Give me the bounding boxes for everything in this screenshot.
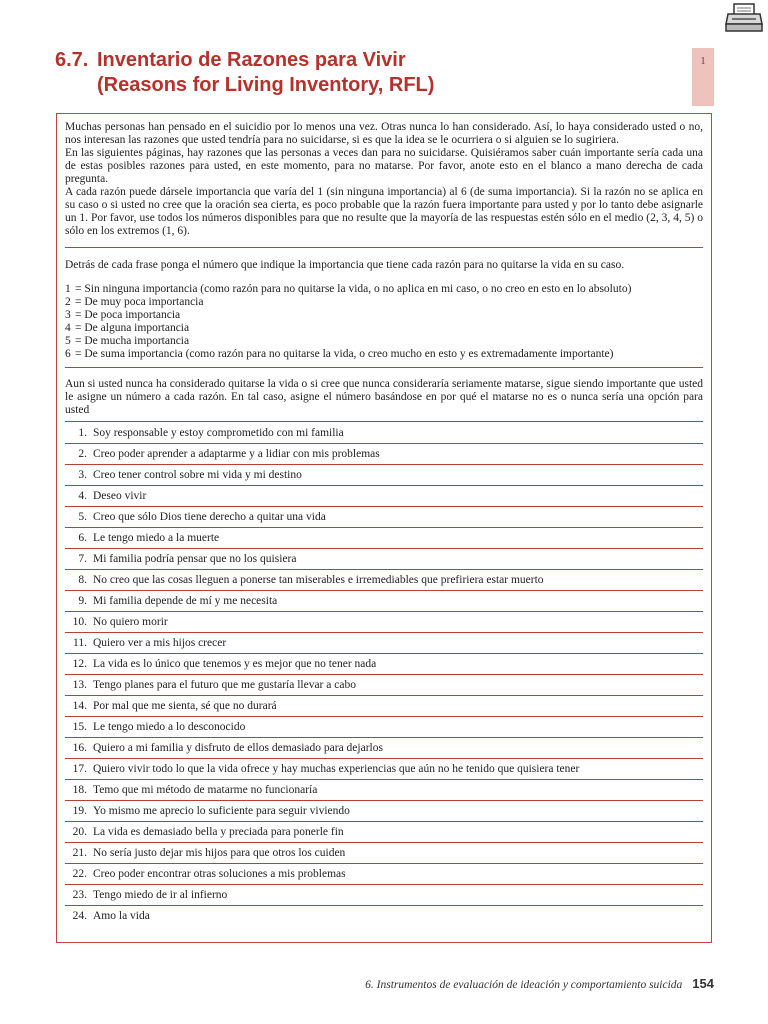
page-title [55,48,434,98]
scale-item: 3 = De poca importancia [65,309,181,321]
scale-item: 2 = De muy poca importancia [65,296,204,308]
divider [65,247,703,248]
list-item: 24. Amo la vida [72,910,150,922]
list-item: 20. La vida es demasiado bella y preciada para ponerle fin [65,822,703,843]
list-item: 18. Temo que mi método de matarme no funcionaría [65,780,703,801]
list-item: 11. Quiero ver a mis hijos crecer [65,633,703,654]
list-item: 14. Por mal que me sienta, sé que no durará [65,696,703,717]
scale-item: 5 = De mucha importancia [65,335,190,347]
intro-paragraph-2: En las siguientes páginas, hay razones que las personas a veces dan para no suicidarse. Quisiéramos saber cuán importante sería cada una de estas posibles razones para usted, en este momento, para no matarse. Por favor, anote esto en el blanco a mano derecha de cada pregunta. [65,147,703,185]
list-item: 17. Quiero vivir todo lo que la vida ofrece y hay muchas experiencias que aún no he tenido que quisiera tener [65,759,703,780]
scale-item: 1 = Sin ninguna importancia (como razón para no quitarse la vida, o no aplica en mi caso, o no creo en esto en lo absoluto) [65,283,632,295]
list-item: 13. Tengo planes para el futuro que me gustaría llevar a cabo [65,675,703,696]
note-section [65,378,703,417]
scale-item: 4 = De alguna importancia [65,322,190,334]
list-item: 5. Creo que sólo Dios tiene derecho a quitar una vida [65,507,703,528]
printer-icon [724,2,764,34]
list-item: 3. Creo tener control sobre mi vida y mi destino [65,465,703,486]
note-paragraph: Aun si usted nunca ha considerado quitarse la vida o si cree que nunca consideraría seriamente matarse, sigue siendo importante que usted le asigne un número a cada razón. En tal caso, asigne el número basándose en por qué el matarse no es o nunca sería una opción para usted [65,378,703,416]
divider [65,367,703,368]
scale-section [65,259,703,361]
list-item: 21. No sería justo dejar mis hijos para que otros los cuiden [65,843,703,864]
page-number: 154 [692,976,714,991]
list-item: 19. Yo mismo me aprecio lo suficiente para seguir viviendo [65,801,703,822]
list-item: 10. No quiero morir [65,612,703,633]
chapter-title: 6. Instrumentos de evaluación de ideación y comportamiento suicida [365,979,683,991]
title-line-1: Inventario de Razones para Vivir [97,49,406,71]
reasons-list [65,423,703,927]
print-button[interactable] [719,0,768,36]
list-item: 9. Mi familia depende de mí y me necesita [65,591,703,612]
scale-intro: Detrás de cada frase ponga el número que indique la importancia que tiene cada razón para no quitarse la vida en su caso. [65,259,625,271]
title-line-2: (Reasons for Living Inventory, RFL) [97,74,435,96]
section-number: 6.7. [55,49,89,71]
form-content [65,121,703,927]
list-item: 23. Tengo miedo de ir al infierno [65,885,703,906]
list-item: 8. No creo que las cosas lleguen a ponerse tan miserables e irremediables que prefiriera estar muerto [65,570,703,591]
divider [65,421,703,422]
list-item: 7. Mi familia podría pensar que no los quisiera [65,549,703,570]
list-item: 1. Soy responsable y estoy comprometido con mi familia [65,423,703,444]
list-item: 22. Creo poder encontrar otras soluciones a mis problemas [65,864,703,885]
list-item: 4. Deseo vivir [65,486,703,507]
list-item: 6. Le tengo miedo a la muerte [65,528,703,549]
instructions [65,121,703,238]
list-item: 12. La vida es lo único que tenemos y es mejor que no tener nada [65,654,703,675]
intro-paragraph-1: Muchas personas han pensado en el suicidio por lo menos una vez. Otras nunca lo han considerado. Así, lo haya considerado usted o no, nos interesan las razones que usted tendría para no suicidarse, si es que la idea se le ocurriera o si alguien se lo sugiriera. [65,121,703,146]
list-item: 15. Le tengo miedo a lo desconocido [65,717,703,738]
page-tab: 1 [692,48,714,106]
scale-item: 6 = De suma importancia (como razón para no quitarse la vida, o creo mucho en esto y es extremadamente importante) [65,348,614,360]
intro-paragraph-3: A cada razón puede dársele importancia que varía del 1 (sin ninguna importancia) al 6 (de suma importancia). Si la razón no se aplica en su caso o si usted no cree que la oración sea cierta, es poco probable que la razón fuera importante para usted y por lo tanto debe asignarle un 1. Por favor, use todos los números disponibles para que no resulte que la mayoría de las respuestas estén sólo en el medio (2, 3, 4, 5) o sólo en los extremos (1, 6). [65,186,703,237]
list-item: 2. Creo poder aprender a adaptarme y a lidiar con mis problemas [65,444,703,465]
list-item: 16. Quiero a mi familia y disfruto de ellos demasiado para dejarlos [65,738,703,759]
page-footer [300,976,714,991]
